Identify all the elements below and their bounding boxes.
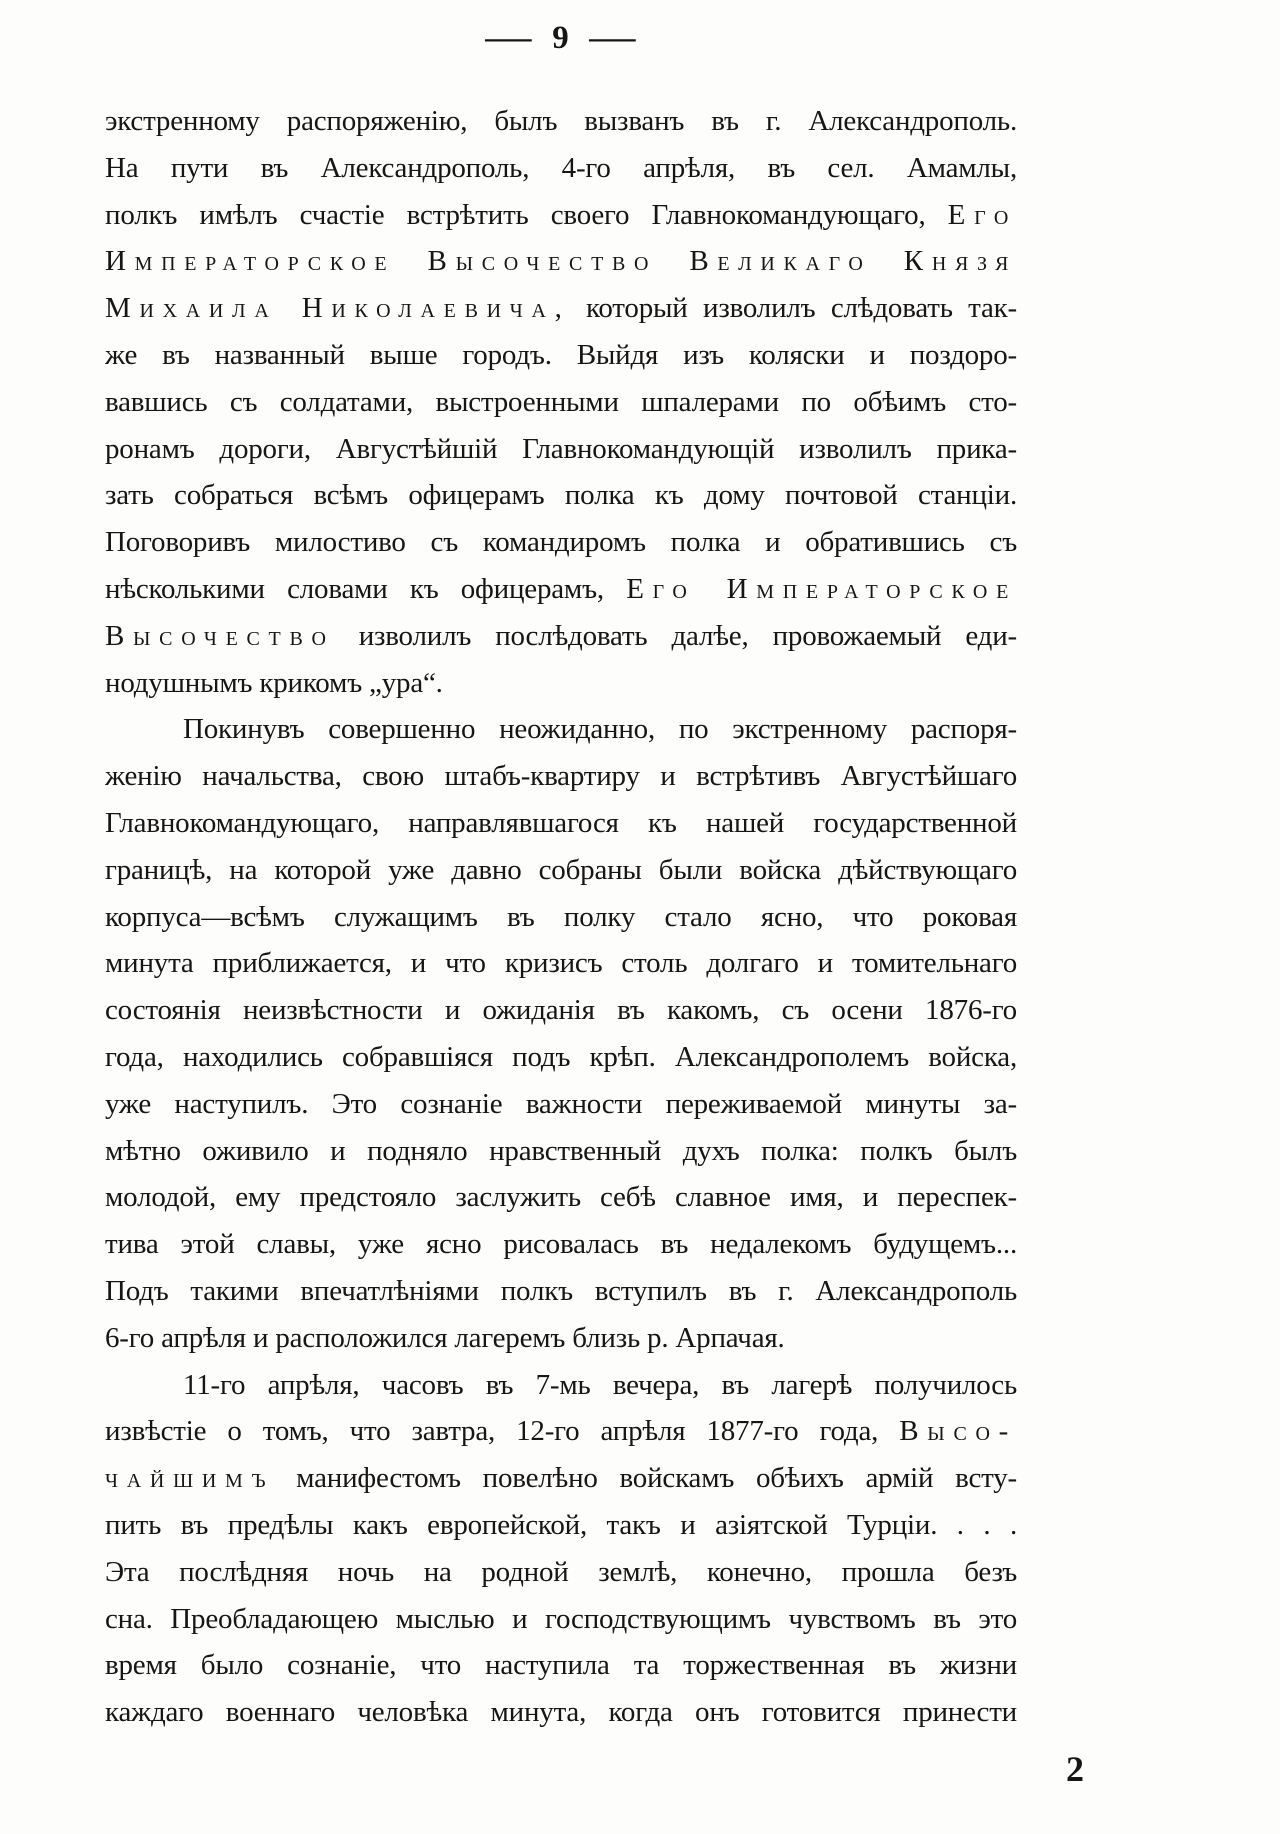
plain-text: нѣсколькими словами къ офицерамъ,	[105, 572, 627, 605]
text-line	[105, 192, 1017, 239]
emphasized-text: Его Императорское	[626, 572, 1017, 605]
plain-text: время было сознаніе, что наступила та торжественная въ жизни	[105, 1649, 1017, 1682]
plain-text: тива этой славы, уже ясно рисовалась въ недалекомъ будущемъ...	[105, 1228, 1017, 1261]
text-line	[105, 1455, 1017, 1502]
plain-text: 6-го апрѣля и расположился лагеремъ близь р. Арпачая.	[105, 1321, 785, 1354]
plain-text: ронамъ дороги, Августѣйшій Главнокомандующій изволилъ прика-	[105, 432, 1017, 465]
plain-text: манифестомъ повелѣно войскамъ обѣихъ армій всту-	[274, 1462, 1017, 1495]
text-line	[105, 1128, 1017, 1175]
text-line	[105, 1596, 1017, 1643]
text-line	[105, 379, 1017, 426]
text-line	[105, 332, 1017, 379]
text-line	[105, 1549, 1017, 1596]
plain-text: уже наступилъ. Это сознаніе важности переживаемой минуты за-	[105, 1087, 1017, 1120]
header-left-dash: —	[485, 20, 534, 56]
plain-text: который изволилъ слѣдовать так-	[570, 292, 1017, 325]
plain-text: пить въ предѣлы какъ европейской, такъ и азіятской Турціи. . . .	[105, 1508, 1017, 1541]
plain-text: корпуса—всѣмъ служащимъ въ полку стало ясно, что роковая	[105, 900, 1017, 933]
text-line	[105, 238, 1017, 285]
emphasized-text: Высо-	[899, 1415, 1017, 1448]
text-line	[105, 426, 1017, 473]
plain-text: мѣтно оживило и подняло нравственный духъ полка: полкъ былъ	[105, 1134, 1017, 1167]
plain-text: молодой, ему предстояло заслужить себѣ славное имя, и переспек-	[105, 1181, 1017, 1214]
emphasized-text: Императорское Высочество Великаго Князя	[105, 245, 1017, 278]
text-line	[105, 753, 1017, 800]
plain-text: нодушнымъ крикомъ „ура“.	[105, 666, 443, 699]
signature-mark: 2	[1066, 1749, 1084, 1789]
plain-text: Подъ такими впечатлѣніями полкъ вступилъ въ г. Александрополь	[105, 1274, 1017, 1307]
plain-text: Эта послѣдняя ночь на родной землѣ, конечно, прошла безъ	[105, 1555, 1017, 1588]
text-line	[105, 472, 1017, 519]
page-number: 9	[552, 20, 570, 56]
plain-text: Главнокомандующаго, направлявшагося къ нашей государственной	[105, 806, 1017, 839]
text-line	[105, 706, 1017, 753]
plain-text: извѣстіе о томъ, что завтра, 12-го апрѣля 1877-го года,	[105, 1415, 900, 1448]
header-right-dash: —	[588, 20, 637, 56]
text-line	[105, 987, 1017, 1034]
text-line	[105, 1315, 1017, 1362]
plain-text: минута приближается, и что кризисъ столь долгаго и томительнаго	[105, 947, 1017, 980]
text-line	[105, 613, 1017, 660]
plain-text: экстренному распоряженію, былъ вызванъ въ г. Александрополь.	[105, 105, 1017, 137]
text-line	[105, 566, 1017, 613]
text-line	[105, 1408, 1017, 1455]
emphasized-text: чайшимъ	[105, 1462, 275, 1495]
emphasized-text: Михаила Николаевича,	[105, 292, 571, 325]
text-line	[105, 1502, 1017, 1549]
page-header	[105, 20, 1017, 57]
text-line	[105, 1174, 1017, 1221]
plain-text: Покинувъ совершенно неожиданно, по экстренному распоря-	[183, 713, 1017, 746]
plain-text: 11-го апрѣля, часовъ въ 7-мь вечера, въ лагерѣ получилось	[183, 1368, 1017, 1401]
text-line	[105, 1081, 1017, 1128]
plain-text: границѣ, на которой уже давно собраны были войска дѣйствующаго	[105, 853, 1017, 886]
plain-text: Поговоривъ милостиво съ командиромъ полка и обратившись съ	[105, 526, 1017, 559]
text-line	[105, 1689, 1017, 1736]
text-line	[105, 1362, 1017, 1409]
text-line	[105, 660, 1017, 707]
plain-text: изволилъ послѣдовать далѣе, провожаемый еди-	[334, 619, 1017, 652]
plain-text: женію начальства, свою штабъ-квартиру и встрѣтивъ Августѣйшаго	[105, 760, 1017, 793]
text-line	[105, 1268, 1017, 1315]
plain-text: На пути въ Александрополь, 4-го апрѣля, въ сел. Амамлы,	[105, 151, 1017, 184]
plain-text: вавшись съ солдатами, выстроенными шпалерами по обѣимъ сто-	[105, 385, 1017, 418]
text-line	[105, 98, 1017, 145]
body-text	[105, 98, 1017, 1736]
plain-text: каждаго военнаго человѣка минута, когда онъ готовится принести	[105, 1696, 1017, 1729]
text-line	[105, 1034, 1017, 1081]
text-line	[105, 519, 1017, 566]
text-line	[105, 285, 1017, 332]
text-line	[105, 1221, 1017, 1268]
plain-text: зать собраться всѣмъ офицерамъ полка къ дому почтовой станціи.	[105, 479, 1017, 512]
emphasized-text: Высочество	[105, 619, 335, 652]
text-line	[105, 145, 1017, 192]
plain-text: же въ названный выше городъ. Выйдя изъ коляски и поздоро-	[105, 338, 1017, 371]
text-line	[105, 894, 1017, 941]
text-line	[105, 1642, 1017, 1689]
plain-text: состоянія неизвѣстности и ожиданія въ какомъ, съ осени 1876-го	[105, 994, 1017, 1027]
plain-text: полкъ имѣлъ счастіе встрѣтить своего Главнокомандующаго,	[105, 198, 948, 231]
text-line	[105, 800, 1017, 847]
text-line	[105, 847, 1017, 894]
plain-text: сна. Преобладающею мыслью и господствующимъ чувствомъ въ это	[105, 1602, 1017, 1635]
text-line	[105, 940, 1017, 987]
plain-text: года, находились собравшіяся подъ крѣп. Александрополемъ войска,	[105, 1040, 1017, 1073]
emphasized-text: Его	[947, 198, 1017, 231]
